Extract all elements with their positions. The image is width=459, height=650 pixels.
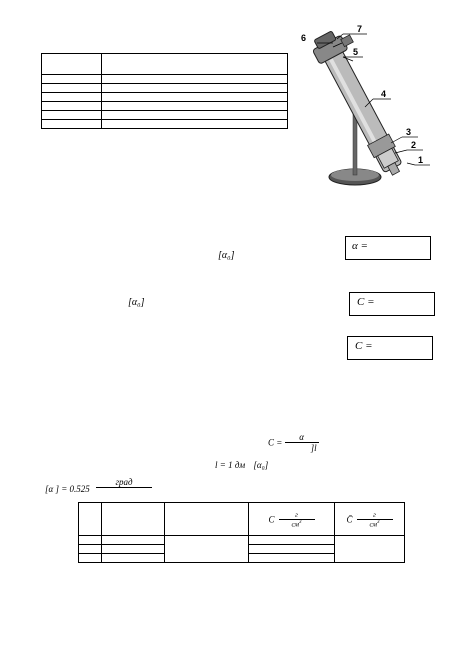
header-cmean-unit-num: г: [357, 511, 393, 520]
table-cell: [335, 536, 405, 563]
table-cell: [79, 503, 102, 536]
answer-box-alpha: [345, 236, 431, 260]
table-cell: [79, 536, 102, 545]
callout-2: 2: [411, 140, 417, 150]
formula-lhs: C =: [268, 437, 283, 448]
table-cell: [102, 84, 288, 93]
table-cell: [42, 75, 102, 84]
callout-5: 5: [353, 47, 359, 57]
header-c-symbol: C: [268, 514, 275, 525]
table-cell: [102, 554, 165, 563]
table-cell: [79, 545, 102, 554]
table-cell: [249, 554, 335, 563]
condition-rotation: [α₀]: [253, 460, 269, 470]
table-cell: [102, 102, 288, 111]
header-mean-concentration: [335, 503, 405, 536]
answer-label-concentration-1: C =: [357, 296, 375, 308]
specific-rotation-unit: град: [96, 477, 152, 488]
table-cell: [249, 545, 335, 554]
answer-label-concentration-2: C =: [355, 340, 373, 352]
formula-numerator: α: [285, 432, 319, 443]
top-data-table: [41, 53, 288, 129]
table-cell: [42, 84, 102, 93]
table-cell: [102, 120, 288, 129]
conditions-line: [215, 460, 268, 470]
formula-denominator: ]l: [310, 443, 317, 453]
callout-1: 1: [418, 155, 424, 165]
answer-label-alpha: α =: [352, 240, 368, 252]
table-cell: [102, 93, 288, 102]
header-cmean-symbol: C̄: [346, 514, 353, 525]
table-cell: [79, 554, 102, 563]
table-cell: [102, 75, 288, 84]
specific-rotation-symbol-mid: [α₀]: [218, 250, 235, 261]
table-cell: [102, 54, 288, 75]
callout-3: 3: [406, 127, 412, 137]
table-cell: [42, 102, 102, 111]
header-cmean-unit: [357, 511, 393, 528]
specific-rotation-symbol-left: [α₀]: [128, 297, 145, 308]
table-cell: [102, 536, 165, 545]
specific-rotation-fraction: [96, 477, 152, 494]
answer-box-concentration-1: [349, 292, 435, 316]
table-cell: [102, 503, 165, 536]
specific-rotation-lhs: [α ] = 0.525: [45, 484, 90, 494]
answer-box-concentration-2: [347, 336, 433, 360]
header-c-unit-den: [279, 520, 315, 528]
table-cell: [165, 536, 249, 563]
table-cell: [102, 545, 165, 554]
callout-6: 6: [301, 33, 307, 43]
table-cell: [42, 120, 102, 129]
header-cmean-unit-den-text: см: [369, 519, 378, 528]
formula-fraction: [285, 432, 319, 453]
header-cmean-unit-den: [357, 520, 393, 528]
table-cell: [42, 111, 102, 120]
header-c-unit-exp: 3: [299, 519, 302, 525]
callout-4: 4: [381, 89, 387, 99]
concentration-formula: [268, 432, 319, 453]
table-cell: [42, 93, 102, 102]
condition-length: l = 1 дм: [215, 460, 246, 470]
table-cell: [249, 536, 335, 545]
header-cmean-unit-exp: 3: [377, 519, 380, 525]
specific-rotation-value: [45, 477, 152, 494]
table-cell: [42, 54, 102, 75]
header-concentration: [249, 503, 335, 536]
table-cell: [165, 503, 249, 536]
callout-7: 7: [357, 25, 363, 34]
header-c-unit-num: г: [279, 511, 315, 520]
results-table: [78, 502, 405, 563]
table-cell: [102, 111, 288, 120]
polarimeter-figure: [295, 25, 440, 195]
header-c-unit: [279, 511, 315, 528]
header-c-unit-den-text: см: [291, 519, 300, 528]
